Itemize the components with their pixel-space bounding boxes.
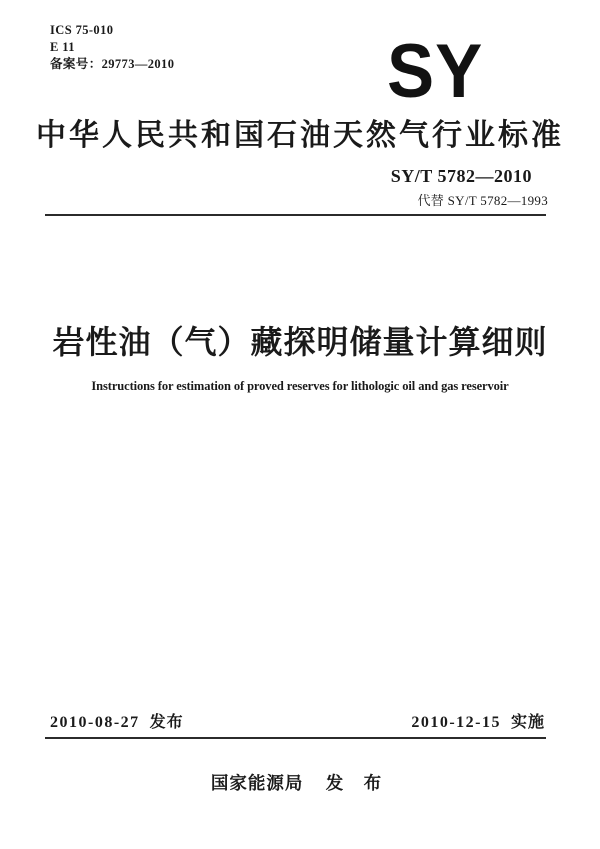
standard-category-title: 中华人民共和国石油天然气行业标准 xyxy=(36,119,564,152)
publisher-row xyxy=(0,770,600,795)
implementation-label: 实施 xyxy=(510,714,545,731)
issue-label: 发布 xyxy=(149,714,184,731)
ics-code: ICS 75-010 xyxy=(50,23,114,37)
standard-number: SY/T 5782—2010 xyxy=(390,166,532,186)
standard-number-block xyxy=(391,166,548,209)
bottom-divider-rule xyxy=(45,737,546,739)
record-number: 备案号：29773—2010 xyxy=(50,57,175,71)
sy-logo: SY xyxy=(387,29,484,114)
classification-code: E 11 xyxy=(50,40,75,54)
implementation-date: 2010-12-15 xyxy=(411,714,501,731)
issue-date-group xyxy=(50,709,184,732)
issue-date: 2010-08-27 xyxy=(50,714,140,731)
header-codes xyxy=(50,22,174,73)
implementation-date-group xyxy=(411,709,545,732)
document-title-english: Instructions for estimation of proved reserves for lithologic oil and gas reservoir xyxy=(91,379,509,393)
publisher-name: 国家能源局 xyxy=(210,773,304,793)
replaces-note: 代替 SY/T 5782—1993 xyxy=(417,193,548,208)
footer-date-row xyxy=(50,709,545,732)
document-title-chinese: 岩性油（气）藏探明储量计算细则 xyxy=(52,324,548,360)
top-divider-rule xyxy=(45,214,546,216)
publish-label: 发 布 xyxy=(325,773,390,793)
